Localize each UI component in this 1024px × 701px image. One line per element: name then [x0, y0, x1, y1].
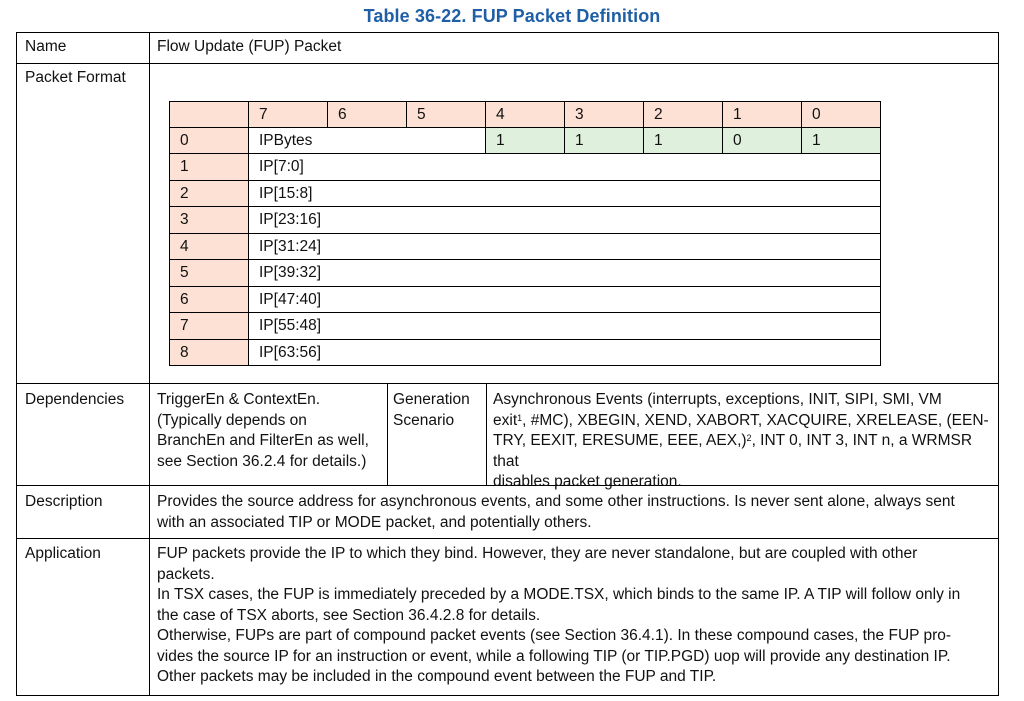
packet-row — [169, 313, 881, 340]
dependencies-label: Dependencies — [25, 391, 125, 408]
text-line: disables packet generation. — [493, 473, 682, 490]
ip-field: IP[47:40] — [248, 287, 881, 313]
name-value: Flow Update (FUP) Packet — [157, 38, 342, 55]
text-line: exit$^1$, #MC), XBEGIN, XEND, XABORT, XACQUIRE, XRELEASE, (EEN- — [493, 411, 989, 429]
column-divider — [149, 33, 150, 695]
text-line: with an associated TIP or MODE packet, and potentially others. — [157, 513, 592, 531]
text-line: Scenario — [393, 411, 455, 429]
text-line: TRY, EEXIT, ERESUME, EEE, AEX,)$^2$, INT 0, INT 3, INT n, a WRMSR that — [493, 432, 973, 470]
footnote-ref: 1 — [517, 412, 523, 423]
application-label: Application — [25, 545, 101, 562]
header-corner — [169, 102, 248, 127]
byte-index: 1 — [169, 154, 248, 180]
packet-row — [169, 181, 881, 208]
packet-row — [169, 234, 881, 261]
byte-index: 0 — [169, 128, 248, 154]
opcode-bit: 1 — [564, 128, 643, 154]
text-line: FUP packets provide the IP to which they bind. However, they are never standalone, but are coupled with other — [157, 545, 918, 562]
text-line: Otherwise, FUPs are part of compound packet events (see Section 36.4.1). In these compound cases, the FUP pro- — [157, 627, 952, 644]
row-divider — [17, 538, 998, 539]
row-divider — [17, 383, 998, 384]
packet-row — [169, 340, 881, 367]
bit-header: 1 — [722, 102, 801, 127]
table-title: Table 36-22. FUP Packet Definition — [363, 6, 661, 26]
opcode-bit: 1 — [643, 128, 722, 154]
text-line: vides the source IP for an instruction or event, while a following TIP (or TIP.PGD) uop will provide any destination IP. — [157, 647, 951, 665]
name-label: Name — [25, 38, 67, 55]
generation-scenario-label — [393, 390, 470, 431]
byte-index: 5 — [169, 260, 248, 286]
byte-index: 6 — [169, 287, 248, 313]
bit-header: 2 — [643, 102, 722, 127]
bit-header: 7 — [248, 102, 327, 127]
text-line: Asynchronous Events (interrupts, exceptions, INIT, SIPI, SMI, VM — [493, 391, 942, 408]
bit-header: 5 — [406, 102, 485, 127]
column-divider — [486, 383, 487, 485]
text-line: packets. — [157, 565, 215, 583]
ip-field: IP[63:56] — [248, 340, 881, 366]
definition-table — [16, 32, 999, 696]
byte-index: 3 — [169, 207, 248, 233]
text-line: Provides the source address for asynchronous events, and some other instructions. Is never sent alone, always sent — [157, 493, 955, 510]
packet-format-table — [169, 101, 881, 369]
byte-index: 8 — [169, 340, 248, 366]
ip-field: IP[31:24] — [248, 234, 881, 260]
opcode-bit: 1 — [485, 128, 564, 154]
packet-row — [169, 207, 881, 234]
text-line: TriggerEn & ContextEn. — [157, 391, 321, 408]
application-text — [157, 544, 997, 688]
ip-field: IP[23:16] — [248, 207, 881, 233]
footnote-ref: 2 — [746, 433, 752, 443]
bit-header: 6 — [327, 102, 406, 127]
packet-row — [169, 128, 881, 155]
text-line: BranchEn and FilterEn as well, — [157, 432, 369, 449]
dependencies-text — [157, 390, 382, 472]
description-text — [157, 492, 997, 533]
text-line: (Typically depends on — [157, 411, 307, 429]
ipbytes-field: IPBytes — [248, 128, 485, 154]
text-line: the case of TSX aborts, see Section 36.4.2.8 for details. — [157, 606, 541, 624]
row-divider — [17, 63, 998, 64]
generation-scenario-text — [493, 390, 993, 493]
description-label: Description — [25, 493, 103, 510]
packet-row — [169, 287, 881, 314]
ip-field: IP[7:0] — [248, 154, 881, 180]
text-line: Other packets may be included in the compound event between the FUP and TIP. — [157, 668, 717, 685]
byte-index: 4 — [169, 234, 248, 260]
bit-header: 4 — [485, 102, 564, 127]
packet-format-label: Packet Format — [25, 69, 126, 86]
byte-index: 2 — [169, 181, 248, 207]
packet-row — [169, 260, 881, 287]
text-line: In TSX cases, the FUP is immediately preceded by a MODE.TSX, which binds to the same IP. A TIP will follow only in — [157, 586, 961, 603]
opcode-bit: 0 — [722, 128, 801, 154]
packet-row — [169, 154, 881, 181]
text-line: Generation — [393, 391, 470, 408]
bit-header: 0 — [801, 102, 881, 127]
ip-field: IP[15:8] — [248, 181, 881, 207]
column-divider — [387, 383, 388, 485]
bit-header-row — [169, 101, 881, 128]
ip-field: IP[55:48] — [248, 313, 881, 339]
ip-field: IP[39:32] — [248, 260, 881, 286]
text-line: see Section 36.2.4 for details.) — [157, 452, 367, 470]
opcode-bit: 1 — [801, 128, 881, 154]
bit-header: 3 — [564, 102, 643, 127]
byte-index: 7 — [169, 313, 248, 339]
